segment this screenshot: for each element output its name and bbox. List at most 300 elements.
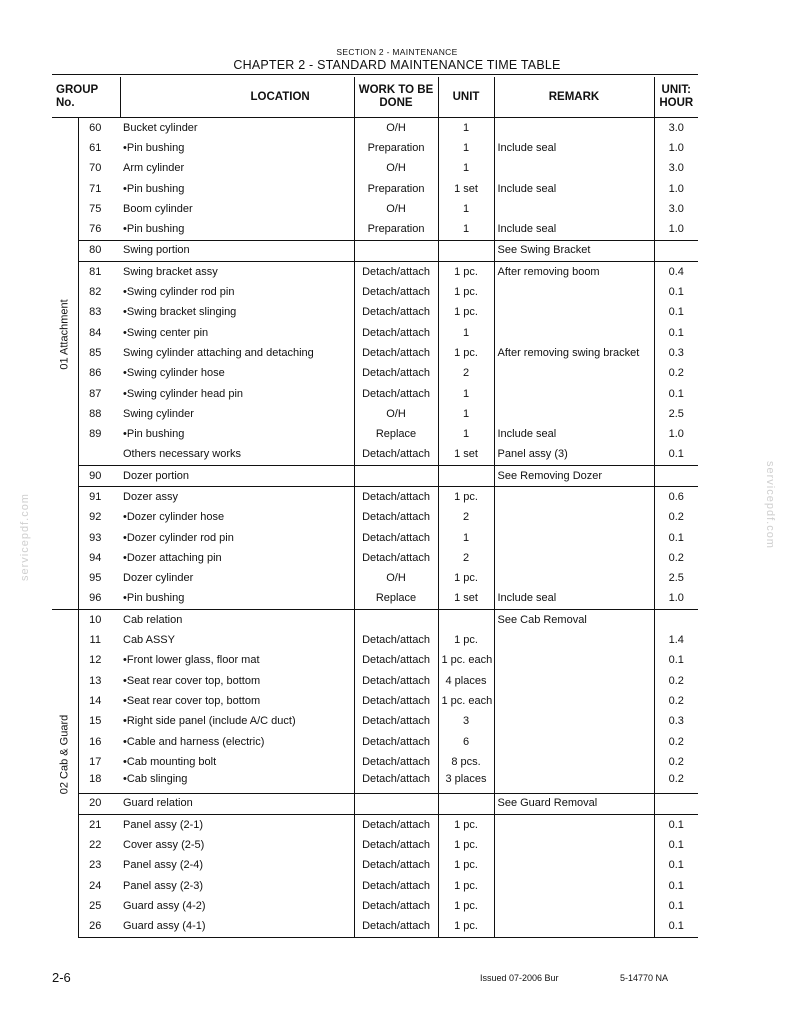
table-row — [52, 732, 698, 752]
cell-work: Detach/attach — [354, 671, 438, 691]
cell-work: Detach/attach — [354, 732, 438, 752]
cell-hour: 0.2 — [654, 671, 698, 691]
cell-remark: Include seal — [494, 138, 654, 158]
chapter-title: CHAPTER 2 - STANDARD MAINTENANCE TIME TABLE — [233, 58, 561, 72]
maintenance-time-table — [52, 77, 698, 938]
cell-hour: 0.1 — [654, 917, 698, 938]
cell-location: •Pin bushing — [123, 141, 185, 154]
cell-unit: 1 — [438, 199, 494, 219]
cell-work: O/H — [354, 159, 438, 179]
cell-no: 12 — [89, 654, 102, 667]
cell-hour: 2.5 — [654, 404, 698, 424]
cell-no: 84 — [89, 326, 102, 339]
cell-remark — [494, 712, 654, 732]
table-row — [52, 282, 698, 302]
cell-location: •Pin bushing — [123, 592, 185, 605]
cell-work: O/H — [354, 569, 438, 589]
table-row — [52, 793, 698, 814]
cell-unit: 1 pc. — [438, 876, 494, 896]
cell-work: Detach/attach — [354, 896, 438, 916]
cell-no: 61 — [89, 141, 102, 154]
cell-remark — [494, 199, 654, 219]
cell-no: 92 — [89, 511, 102, 524]
page-number: 2-6 — [52, 970, 71, 985]
cell-remark — [494, 303, 654, 323]
cell-no: 91 — [78, 487, 120, 508]
cell-work: O/H — [354, 199, 438, 219]
table-row — [52, 118, 698, 139]
cell-location: Cover assy (2-5) — [123, 839, 205, 852]
cell-remark — [494, 508, 654, 528]
cell-work: Detach/attach — [354, 323, 438, 343]
cell-remark: Include seal — [494, 179, 654, 199]
cell-location: Others necessary works — [123, 448, 241, 461]
cell-no: 93 — [89, 531, 102, 544]
table-row — [52, 159, 698, 179]
cell-hour: 0.1 — [654, 856, 698, 876]
cell-remark: Include seal — [494, 424, 654, 444]
table-row — [52, 262, 698, 283]
cell-remark — [494, 835, 654, 855]
table-row — [52, 773, 698, 794]
cell-unit: 4 places — [438, 671, 494, 691]
cell-no: 86 — [89, 367, 102, 380]
cell-hour: 0.1 — [654, 815, 698, 836]
cell-unit: 1 pc. — [438, 343, 494, 363]
cell-hour — [654, 610, 698, 631]
cell-remark — [494, 528, 654, 548]
cell-work: Detach/attach — [354, 364, 438, 384]
cell-remark — [494, 896, 654, 916]
cell-unit: 3 — [438, 712, 494, 732]
cell-hour: 0.2 — [654, 691, 698, 711]
top-rule — [52, 74, 698, 75]
cell-unit: 1 pc. — [438, 262, 494, 283]
cell-hour: 0.1 — [654, 876, 698, 896]
cell-location: •Seat rear cover top, bottom — [123, 694, 261, 707]
document-number: 5-14770 NA — [620, 973, 669, 983]
cell-no: 10 — [78, 610, 120, 631]
cell-hour: 0.6 — [654, 487, 698, 508]
table-row — [52, 610, 698, 631]
cell-work: Detach/attach — [354, 528, 438, 548]
table-row — [52, 917, 698, 938]
cell-no: 75 — [89, 202, 102, 215]
cell-unit: 1 pc. each — [438, 691, 494, 711]
cell-unit: 1 pc. — [438, 569, 494, 589]
cell-unit: 8 pcs. — [438, 752, 494, 772]
cell-remark: See Swing Bracket — [494, 240, 654, 261]
cell-hour — [654, 466, 698, 487]
cell-unit — [438, 466, 494, 487]
table-row — [52, 179, 698, 199]
cell-no: 90 — [78, 466, 120, 487]
cell-no: 21 — [78, 815, 120, 836]
cell-no: 13 — [89, 674, 102, 687]
table-row — [52, 815, 698, 836]
cell-no: 26 — [78, 917, 120, 938]
cell-remark — [494, 282, 654, 302]
cell-unit: 2 — [438, 508, 494, 528]
cell-location: Bucket cylinder — [123, 121, 198, 134]
cell-no: 76 — [89, 223, 102, 236]
cell-work: Preparation — [354, 219, 438, 240]
cell-location: •Swing cylinder hose — [123, 367, 225, 380]
cell-location: Swing portion — [120, 240, 354, 261]
cell-hour: 3.0 — [654, 118, 698, 139]
cell-unit: 1 pc. — [438, 630, 494, 650]
table-row — [52, 589, 698, 610]
cell-location: Panel assy (2-4) — [123, 859, 204, 872]
cell-unit: 1 set — [438, 445, 494, 466]
cell-hour: 1.4 — [654, 630, 698, 650]
cell-work: Detach/attach — [354, 773, 438, 794]
cell-no: 71 — [89, 182, 102, 195]
cell-unit: 1 — [438, 424, 494, 444]
cell-location: Panel assy (2-3) — [123, 879, 204, 892]
cell-hour: 0.2 — [654, 773, 698, 794]
cell-no — [78, 445, 120, 466]
table-row — [52, 630, 698, 650]
cell-location: •Pin bushing — [123, 223, 185, 236]
table-row — [52, 508, 698, 528]
cell-location: •Swing cylinder head pin — [123, 387, 244, 400]
cell-location: Guard assy (4-2) — [123, 899, 206, 912]
table-row — [52, 835, 698, 855]
table-row — [52, 404, 698, 424]
header-unit-hour: UNIT: HOUR — [654, 77, 698, 118]
header-group-no: GROUP No. — [52, 77, 120, 118]
cell-location: Dozer assy — [120, 487, 354, 508]
table-row — [52, 343, 698, 363]
table-row — [52, 856, 698, 876]
cell-location: Arm cylinder — [123, 162, 185, 175]
table-row — [52, 752, 698, 772]
table-row — [52, 219, 698, 240]
cell-unit: 1 pc. — [438, 896, 494, 916]
cell-unit: 1 — [438, 404, 494, 424]
cell-work: Detach/attach — [354, 548, 438, 568]
group-label-attachment: 01 Attachment — [58, 299, 71, 370]
cell-work: Replace — [354, 589, 438, 610]
cell-unit: 1 set — [438, 589, 494, 610]
cell-hour — [654, 793, 698, 814]
section-heading: SECTION 2 - MAINTENANCE — [336, 47, 458, 57]
cell-no: 80 — [78, 240, 120, 261]
cell-remark — [494, 364, 654, 384]
group-cell — [52, 610, 78, 938]
cell-no: 81 — [78, 262, 120, 283]
cell-work: Detach/attach — [354, 630, 438, 650]
header-location: LOCATION — [120, 77, 354, 118]
cell-no: 70 — [89, 162, 102, 175]
cell-no: 85 — [89, 346, 102, 359]
cell-hour: 1.0 — [654, 589, 698, 610]
table-row — [52, 424, 698, 444]
table-row — [52, 569, 698, 589]
cell-hour: 1.0 — [654, 219, 698, 240]
cell-remark: See Guard Removal — [494, 793, 654, 814]
cell-work: Replace — [354, 424, 438, 444]
cell-remark: After removing swing bracket — [494, 343, 654, 363]
table-row — [52, 651, 698, 671]
cell-hour: 0.2 — [654, 548, 698, 568]
cell-location: •Dozer attaching pin — [123, 551, 222, 564]
cell-remark — [494, 691, 654, 711]
cell-no: 88 — [89, 407, 102, 420]
cell-remark — [494, 384, 654, 404]
cell-remark: Panel assy (3) — [494, 445, 654, 466]
cell-location: •Dozer cylinder rod pin — [123, 531, 234, 544]
header-work-to-be-done: WORK TO BE DONE — [354, 77, 438, 118]
cell-no: 96 — [89, 592, 102, 605]
cell-no: 25 — [89, 899, 102, 912]
cell-remark — [494, 159, 654, 179]
cell-hour — [654, 240, 698, 261]
cell-work: Detach/attach — [354, 445, 438, 466]
cell-work — [354, 466, 438, 487]
group-label-cab-guard: 02 Cab & Guard — [58, 714, 71, 795]
cell-hour: 0.1 — [654, 835, 698, 855]
table-header-row — [52, 77, 698, 118]
cell-hour: 0.3 — [654, 343, 698, 363]
cell-location: Cab ASSY — [123, 634, 175, 647]
cell-location: Guard relation — [120, 793, 354, 814]
cell-remark — [494, 569, 654, 589]
cell-unit: 1 set — [438, 179, 494, 199]
table-row — [52, 303, 698, 323]
cell-unit: 1 pc. — [438, 282, 494, 302]
cell-remark — [494, 732, 654, 752]
group-cell — [52, 118, 78, 610]
cell-remark: After removing boom — [494, 262, 654, 283]
cell-remark — [494, 651, 654, 671]
cell-unit: 1 pc. — [438, 815, 494, 836]
cell-no: 94 — [89, 551, 102, 564]
cell-no: 11 — [89, 634, 101, 647]
header-remark: REMARK — [494, 77, 654, 118]
cell-remark — [494, 323, 654, 343]
cell-hour: 0.1 — [654, 528, 698, 548]
cell-no: 16 — [89, 735, 102, 748]
cell-work: Detach/attach — [354, 876, 438, 896]
cell-hour: 0.2 — [654, 508, 698, 528]
cell-unit: 1 — [438, 138, 494, 158]
header-unit: UNIT — [438, 77, 494, 118]
cell-unit: 3 places — [438, 773, 494, 794]
cell-work: Detach/attach — [354, 651, 438, 671]
cell-work: Detach/attach — [354, 712, 438, 732]
cell-no: 89 — [89, 428, 102, 441]
cell-location: Swing cylinder — [123, 407, 194, 420]
cell-location: •Swing center pin — [123, 326, 209, 339]
table-row — [52, 384, 698, 404]
cell-work: Detach/attach — [354, 384, 438, 404]
cell-hour: 1.0 — [654, 138, 698, 158]
cell-location: Swing bracket assy — [120, 262, 354, 283]
cell-work — [354, 240, 438, 261]
cell-location: Dozer portion — [120, 466, 354, 487]
cell-unit: 1 pc. — [438, 835, 494, 855]
cell-no: 87 — [89, 387, 102, 400]
cell-location: Dozer cylinder — [123, 572, 194, 585]
cell-no: 23 — [89, 859, 102, 872]
cell-unit: 2 — [438, 548, 494, 568]
cell-unit: 2 — [438, 364, 494, 384]
cell-work: Detach/attach — [354, 917, 438, 938]
cell-hour: 0.3 — [654, 712, 698, 732]
cell-no: 20 — [78, 793, 120, 814]
cell-hour: 0.2 — [654, 732, 698, 752]
table-row — [52, 199, 698, 219]
cell-work: Detach/attach — [354, 343, 438, 363]
cell-hour: 0.2 — [654, 752, 698, 772]
cell-remark: Include seal — [494, 219, 654, 240]
cell-unit: 1 pc. — [438, 917, 494, 938]
cell-hour: 0.4 — [654, 262, 698, 283]
cell-location: •Front lower glass, floor mat — [123, 654, 260, 667]
cell-no: 83 — [89, 306, 102, 319]
cell-work: O/H — [354, 118, 438, 139]
cell-unit — [438, 240, 494, 261]
cell-remark — [494, 671, 654, 691]
cell-location: •Cab slinging — [123, 772, 188, 785]
watermark-right: servicepdf.com — [764, 461, 776, 549]
cell-location: •Swing bracket slinging — [123, 306, 237, 319]
cell-remark: See Cab Removal — [494, 610, 654, 631]
cell-hour: 3.0 — [654, 199, 698, 219]
cell-unit: 1 pc. each — [438, 651, 494, 671]
cell-hour: 0.1 — [654, 323, 698, 343]
table-row — [52, 466, 698, 487]
table-row — [52, 876, 698, 896]
watermark-left: servicepdf.com — [19, 493, 31, 581]
cell-unit: 1 — [438, 118, 494, 139]
cell-work: Detach/attach — [354, 262, 438, 283]
cell-location: •Right side panel (include A/C duct) — [123, 715, 296, 728]
cell-location: Boom cylinder — [123, 202, 193, 215]
cell-no: 17 — [89, 755, 102, 768]
cell-hour: 2.5 — [654, 569, 698, 589]
cell-unit — [438, 793, 494, 814]
cell-work: Preparation — [354, 179, 438, 199]
cell-hour: 1.0 — [654, 179, 698, 199]
cell-location: Panel assy (2-1) — [120, 815, 354, 836]
cell-no: 15 — [89, 715, 102, 728]
cell-hour: 0.2 — [654, 364, 698, 384]
cell-unit: 1 — [438, 159, 494, 179]
issued-date: Issued 07-2006 Bur — [480, 973, 559, 983]
cell-remark — [494, 856, 654, 876]
cell-location: •Swing cylinder rod pin — [123, 286, 235, 299]
cell-location: •Dozer cylinder hose — [123, 511, 225, 524]
table-row — [52, 364, 698, 384]
cell-unit: 1 — [438, 528, 494, 548]
table-row — [52, 691, 698, 711]
table-row — [52, 138, 698, 158]
cell-work: O/H — [354, 404, 438, 424]
cell-no: 22 — [89, 839, 102, 852]
cell-unit: 1 — [438, 323, 494, 343]
table-row — [52, 671, 698, 691]
cell-no: 95 — [89, 572, 102, 585]
cell-location: •Pin bushing — [123, 182, 185, 195]
cell-hour: 3.0 — [654, 159, 698, 179]
cell-location: •Cable and harness (electric) — [123, 735, 265, 748]
cell-location: •Cab mounting bolt — [123, 755, 217, 768]
cell-unit: 1 pc. — [438, 303, 494, 323]
table-row — [52, 487, 698, 508]
cell-location: Cab relation — [120, 610, 354, 631]
cell-hour: 0.1 — [654, 384, 698, 404]
cell-remark: See Removing Dozer — [494, 466, 654, 487]
cell-unit: 1 pc. — [438, 487, 494, 508]
cell-work: Detach/attach — [354, 282, 438, 302]
cell-work: Detach/attach — [354, 835, 438, 855]
table-row — [52, 712, 698, 732]
cell-remark — [494, 404, 654, 424]
cell-hour: 0.1 — [654, 282, 698, 302]
cell-remark — [494, 815, 654, 836]
cell-remark — [494, 118, 654, 139]
cell-no: 60 — [89, 121, 102, 134]
cell-work: Detach/attach — [354, 508, 438, 528]
cell-remark — [494, 487, 654, 508]
cell-work: Detach/attach — [354, 303, 438, 323]
cell-no: 24 — [89, 879, 102, 892]
cell-location: Guard assy (4-1) — [120, 917, 354, 938]
cell-hour: 0.1 — [654, 303, 698, 323]
cell-hour: 1.0 — [654, 424, 698, 444]
table-row — [52, 528, 698, 548]
table-row — [52, 896, 698, 916]
cell-work — [354, 610, 438, 631]
cell-location: •Seat rear cover top, bottom — [123, 674, 261, 687]
cell-work: Detach/attach — [354, 691, 438, 711]
cell-unit: 6 — [438, 732, 494, 752]
cell-remark — [494, 630, 654, 650]
table-row — [52, 240, 698, 261]
cell-remark: Include seal — [494, 589, 654, 610]
cell-work — [354, 793, 438, 814]
cell-work: Detach/attach — [354, 815, 438, 836]
cell-no: 14 — [89, 694, 102, 707]
cell-work: Detach/attach — [354, 487, 438, 508]
cell-hour: 0.1 — [654, 896, 698, 916]
table-row — [52, 548, 698, 568]
table-row — [52, 445, 698, 466]
cell-work: Detach/attach — [354, 856, 438, 876]
cell-unit: 1 pc. — [438, 856, 494, 876]
cell-unit — [438, 610, 494, 631]
cell-location: Swing cylinder attaching and detaching — [123, 346, 314, 359]
cell-remark — [494, 548, 654, 568]
cell-location: •Pin bushing — [123, 428, 185, 441]
cell-no: 82 — [89, 286, 102, 299]
cell-no: 18 — [89, 772, 102, 785]
cell-remark — [494, 773, 654, 794]
cell-remark — [494, 752, 654, 772]
cell-hour: 0.1 — [654, 651, 698, 671]
cell-hour: 0.1 — [654, 445, 698, 466]
cell-work: Detach/attach — [354, 752, 438, 772]
table-row — [52, 323, 698, 343]
cell-remark — [494, 917, 654, 938]
cell-unit: 1 — [438, 384, 494, 404]
cell-work: Preparation — [354, 138, 438, 158]
cell-remark — [494, 876, 654, 896]
cell-unit: 1 — [438, 219, 494, 240]
